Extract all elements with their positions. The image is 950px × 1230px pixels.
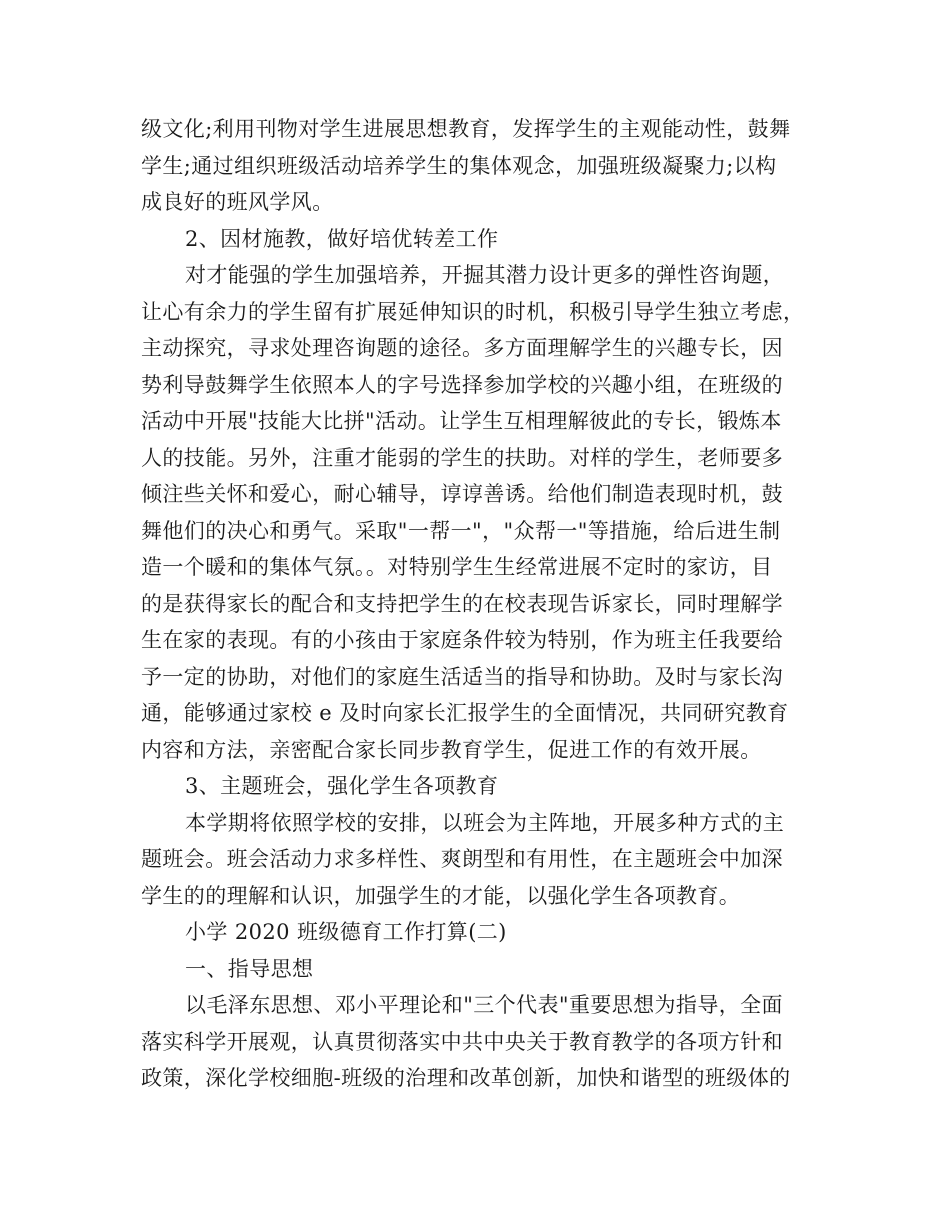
text-line: 学生的的理解和认识，加强学生的才能，以强化学生各项教育。	[141, 883, 741, 908]
text-line: 内容和方法，亲密配合家长同步教育学生，促进工作的有效开展。	[141, 737, 762, 762]
text-line: 落实科学开展观，认真贯彻落实中共中央关于教育教学的各项方针和	[141, 1029, 783, 1054]
section-heading: 3、主题班会，强化学生各项教育	[185, 774, 499, 798]
section-heading: 一、指导思想	[185, 956, 314, 981]
text-line: 主动探究，寻求处理咨询题的途径。多方面理解学生的兴趣专长，因	[141, 336, 783, 360]
text-line: 通，能够通过家校 e 及时向家长汇报学生的全面情况，共同研究教育	[141, 701, 789, 725]
text-line: 生在家的表现。有的小孩由于家庭条件较为特别，作为班主任我要给	[141, 628, 783, 652]
text-line: 学生;通过组织班级活动培养学生的集体观念，加强班级凝聚力;以构	[141, 153, 777, 178]
text-line: 予一定的协助，对他们的家庭生活适当的指导和协助。及时与家长沟	[141, 664, 783, 689]
text-line: 人的技能。另外，注重才能弱的学生的扶助。对样的学生，老师要多	[141, 445, 783, 470]
text-line: 成良好的班风学风。	[141, 190, 334, 214]
text-line: 让心有余力的学生留有扩展延伸知识的时机，积极引导学生独立考虑，	[141, 299, 805, 324]
text-line: 题班会。班会活动力求多样性、爽朗型和有用性，在主题班会中加深	[141, 847, 783, 871]
text-line: 倾注些关怀和爱心，耐心辅导，谆谆善诱。给他们制造表现时机，鼓	[141, 482, 783, 506]
text-line: 以毛泽东思想、邓小平理论和"三个代表"重要思想为指导，全面	[185, 993, 783, 1017]
section-heading: 2、因材施教，做好培优转差工作	[185, 226, 499, 251]
text-line: 对才能强的学生加强培养，开掘其潜力设计更多的弹性咨询题，	[185, 263, 785, 287]
text-line: 级文化;利用刊物对学生进展思想教育，发挥学生的主观能动性，鼓舞	[141, 117, 791, 141]
text-line: 本学期将依照学校的安排，以班会为主阵地，开展多种方式的主	[185, 810, 785, 835]
text-line: 政策，深化学校细胞-班级的治理和改革创新，加快和谐型的班级体的	[141, 1066, 791, 1090]
document-body	[141, 111, 831, 1097]
text-line: 的是获得家长的配合和支持把学生的在校表现告诉家长，同时理解学	[141, 591, 783, 616]
text-line: 活动中开展"技能大比拼"活动。让学生互相理解彼此的专长，锻炼本	[141, 409, 782, 433]
text-line: 造一个暖和的集体气氛。。对特别学生生经常进展不定时的家访，目	[141, 555, 773, 579]
text-line: 舞他们的决心和勇气。采取"一帮一"，"众帮一"等措施，给后进生制	[141, 518, 781, 543]
text-line: 势利导鼓舞学生依照本人的字号选择参加学校的兴趣小组，在班级的	[141, 372, 783, 397]
document-subtitle: 小学 2020 班级德育工作打算(二)	[185, 920, 507, 944]
